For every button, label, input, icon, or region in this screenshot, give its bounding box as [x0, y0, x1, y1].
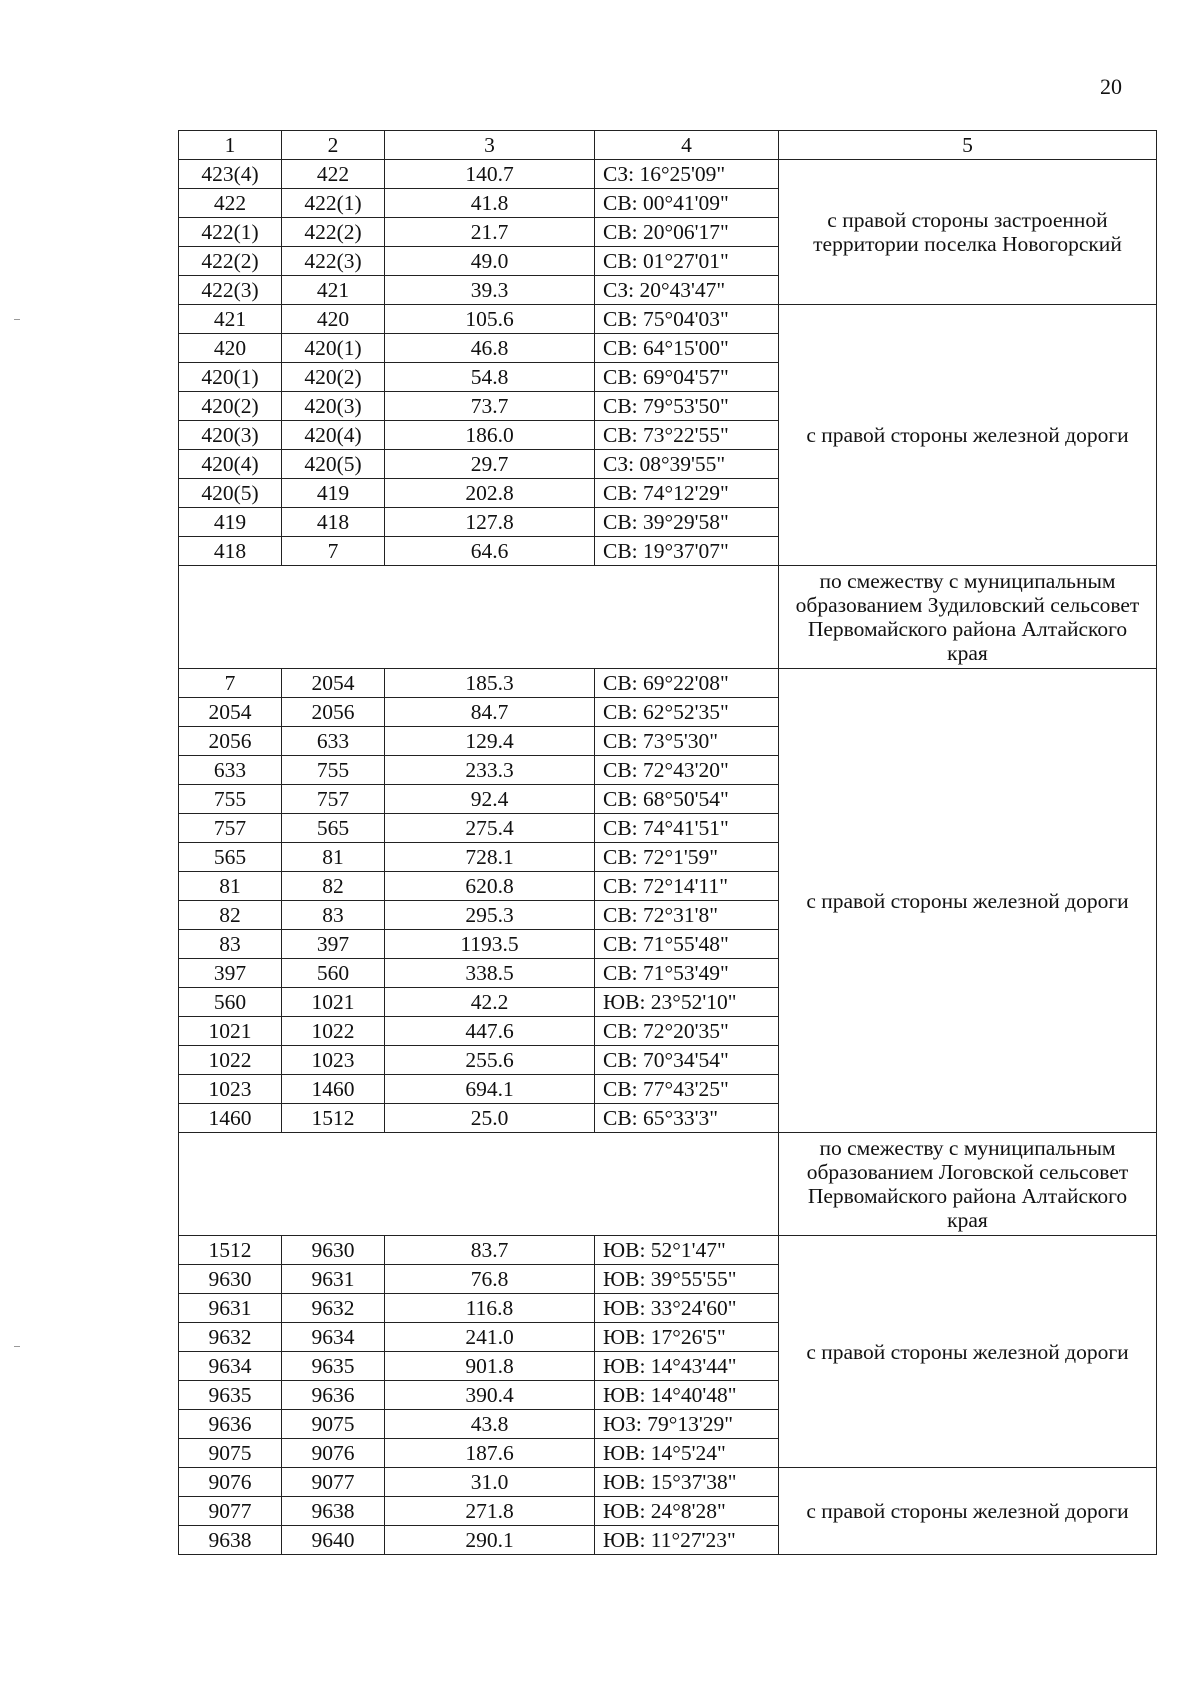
- distance-cell: 21.7: [385, 218, 595, 247]
- direction-cell: СВ: 69°04'57": [595, 363, 779, 392]
- from-point-cell: 422(1): [179, 218, 282, 247]
- from-point-cell: 422(2): [179, 247, 282, 276]
- table-row: [179, 669, 1157, 698]
- to-point-cell: 9638: [282, 1497, 385, 1526]
- direction-cell: ЮВ: 23°52'10": [595, 988, 779, 1017]
- direction-cell: ЮВ: 14°43'44": [595, 1352, 779, 1381]
- direction-cell: СВ: 75°04'03": [595, 305, 779, 334]
- to-point-cell: 9076: [282, 1439, 385, 1468]
- distance-cell: 233.3: [385, 756, 595, 785]
- distance-cell: 620.8: [385, 872, 595, 901]
- direction-cell: ЮВ: 17°26'5": [595, 1323, 779, 1352]
- header-cell: 1: [179, 131, 282, 160]
- distance-cell: 29.7: [385, 450, 595, 479]
- direction-cell: ЮВ: 24°8'28": [595, 1497, 779, 1526]
- distance-cell: 447.6: [385, 1017, 595, 1046]
- distance-cell: 76.8: [385, 1265, 595, 1294]
- from-point-cell: 9634: [179, 1352, 282, 1381]
- to-point-cell: 422(2): [282, 218, 385, 247]
- distance-cell: 390.4: [385, 1381, 595, 1410]
- to-point-cell: 9634: [282, 1323, 385, 1352]
- distance-cell: 901.8: [385, 1352, 595, 1381]
- direction-cell: ЮВ: 15°37'38": [595, 1468, 779, 1497]
- to-point-cell: 83: [282, 901, 385, 930]
- direction-cell: СВ: 73°22'55": [595, 421, 779, 450]
- distance-cell: 42.2: [385, 988, 595, 1017]
- from-point-cell: 1512: [179, 1236, 282, 1265]
- direction-cell: СВ: 79°53'50": [595, 392, 779, 421]
- distance-cell: 105.6: [385, 305, 595, 334]
- to-point-cell: 421: [282, 276, 385, 305]
- distance-cell: 255.6: [385, 1046, 595, 1075]
- distance-cell: 728.1: [385, 843, 595, 872]
- distance-cell: 83.7: [385, 1236, 595, 1265]
- from-point-cell: 420(1): [179, 363, 282, 392]
- from-point-cell: 9636: [179, 1410, 282, 1439]
- distance-cell: 290.1: [385, 1526, 595, 1555]
- distance-cell: 84.7: [385, 698, 595, 727]
- from-point-cell: 81: [179, 872, 282, 901]
- to-point-cell: 420(3): [282, 392, 385, 421]
- from-point-cell: 9077: [179, 1497, 282, 1526]
- to-point-cell: 1022: [282, 1017, 385, 1046]
- to-point-cell: 1021: [282, 988, 385, 1017]
- from-point-cell: 560: [179, 988, 282, 1017]
- direction-cell: СВ: 71°53'49": [595, 959, 779, 988]
- from-point-cell: 420(4): [179, 450, 282, 479]
- distance-cell: 185.3: [385, 669, 595, 698]
- from-point-cell: 9638: [179, 1526, 282, 1555]
- from-point-cell: 83: [179, 930, 282, 959]
- from-point-cell: 420(5): [179, 479, 282, 508]
- from-point-cell: 1021: [179, 1017, 282, 1046]
- distance-cell: 338.5: [385, 959, 595, 988]
- from-point-cell: 1022: [179, 1046, 282, 1075]
- from-point-cell: 2056: [179, 727, 282, 756]
- page-number: 20: [1100, 74, 1122, 99]
- distance-cell: 25.0: [385, 1104, 595, 1133]
- direction-cell: СВ: 72°14'11": [595, 872, 779, 901]
- to-point-cell: 82: [282, 872, 385, 901]
- section-row: [179, 566, 1157, 669]
- from-point-cell: 422: [179, 189, 282, 218]
- distance-cell: 73.7: [385, 392, 595, 421]
- from-point-cell: 420(2): [179, 392, 282, 421]
- to-point-cell: 1512: [282, 1104, 385, 1133]
- from-point-cell: 9631: [179, 1294, 282, 1323]
- direction-cell: СВ: 65°33'3": [595, 1104, 779, 1133]
- header-cell: 2: [282, 131, 385, 160]
- direction-cell: СВ: 69°22'08": [595, 669, 779, 698]
- direction-cell: СВ: 74°41'51": [595, 814, 779, 843]
- direction-cell: ЮВ: 14°40'48": [595, 1381, 779, 1410]
- from-point-cell: 757: [179, 814, 282, 843]
- distance-cell: 41.8: [385, 189, 595, 218]
- distance-cell: 202.8: [385, 479, 595, 508]
- distance-cell: 64.6: [385, 537, 595, 566]
- direction-cell: СВ: 68°50'54": [595, 785, 779, 814]
- to-point-cell: 9631: [282, 1265, 385, 1294]
- direction-cell: СВ: 19°37'07": [595, 537, 779, 566]
- section-row: [179, 1133, 1157, 1236]
- to-point-cell: 9075: [282, 1410, 385, 1439]
- to-point-cell: 420(1): [282, 334, 385, 363]
- to-point-cell: 9636: [282, 1381, 385, 1410]
- to-point-cell: 9077: [282, 1468, 385, 1497]
- from-point-cell: 2054: [179, 698, 282, 727]
- distance-cell: 140.7: [385, 160, 595, 189]
- direction-cell: СВ: 77°43'25": [595, 1075, 779, 1104]
- distance-cell: 116.8: [385, 1294, 595, 1323]
- distance-cell: 49.0: [385, 247, 595, 276]
- blank-cell: [179, 1133, 779, 1236]
- distance-cell: 43.8: [385, 1410, 595, 1439]
- from-point-cell: 82: [179, 901, 282, 930]
- to-point-cell: 397: [282, 930, 385, 959]
- direction-cell: СЗ: 20°43'47": [595, 276, 779, 305]
- to-point-cell: 755: [282, 756, 385, 785]
- from-point-cell: 755: [179, 785, 282, 814]
- to-point-cell: 420: [282, 305, 385, 334]
- table-row: [179, 1468, 1157, 1497]
- from-point-cell: 418: [179, 537, 282, 566]
- direction-cell: СВ: 20°06'17": [595, 218, 779, 247]
- from-point-cell: 9076: [179, 1468, 282, 1497]
- direction-cell: СВ: 00°41'09": [595, 189, 779, 218]
- description-cell: с правой стороны железной дороги: [779, 669, 1157, 1133]
- to-point-cell: 422(1): [282, 189, 385, 218]
- direction-cell: ЮВ: 52°1'47": [595, 1236, 779, 1265]
- direction-cell: СВ: 62°52'35": [595, 698, 779, 727]
- distance-cell: 1193.5: [385, 930, 595, 959]
- to-point-cell: 2054: [282, 669, 385, 698]
- to-point-cell: 81: [282, 843, 385, 872]
- to-point-cell: 418: [282, 508, 385, 537]
- direction-cell: ЮВ: 14°5'24": [595, 1439, 779, 1468]
- to-point-cell: 422(3): [282, 247, 385, 276]
- to-point-cell: 560: [282, 959, 385, 988]
- direction-cell: СВ: 01°27'01": [595, 247, 779, 276]
- description-cell: с правой стороны застроенной территории поселка Новогорский: [779, 160, 1157, 305]
- from-point-cell: 9632: [179, 1323, 282, 1352]
- to-point-cell: 420(5): [282, 450, 385, 479]
- from-point-cell: 7: [179, 669, 282, 698]
- to-point-cell: 419: [282, 479, 385, 508]
- distance-cell: 54.8: [385, 363, 595, 392]
- to-point-cell: 9640: [282, 1526, 385, 1555]
- distance-cell: 129.4: [385, 727, 595, 756]
- to-point-cell: 1460: [282, 1075, 385, 1104]
- direction-cell: СВ: 72°43'20": [595, 756, 779, 785]
- distance-cell: 46.8: [385, 334, 595, 363]
- direction-cell: ЮВ: 33°24'60": [595, 1294, 779, 1323]
- from-point-cell: 420(3): [179, 421, 282, 450]
- table-row: [179, 1236, 1157, 1265]
- from-point-cell: 9630: [179, 1265, 282, 1294]
- from-point-cell: 422(3): [179, 276, 282, 305]
- direction-cell: СЗ: 08°39'55": [595, 450, 779, 479]
- table-row: [179, 305, 1157, 334]
- distance-cell: 275.4: [385, 814, 595, 843]
- header-cell: 4: [595, 131, 779, 160]
- from-point-cell: 9635: [179, 1381, 282, 1410]
- from-point-cell: 9075: [179, 1439, 282, 1468]
- distance-cell: 694.1: [385, 1075, 595, 1104]
- from-point-cell: 565: [179, 843, 282, 872]
- table-row: [179, 160, 1157, 189]
- to-point-cell: 2056: [282, 698, 385, 727]
- distance-cell: 295.3: [385, 901, 595, 930]
- to-point-cell: 1023: [282, 1046, 385, 1075]
- description-cell: с правой стороны железной дороги: [779, 1236, 1157, 1468]
- distance-cell: 127.8: [385, 508, 595, 537]
- to-point-cell: 7: [282, 537, 385, 566]
- section-note: по смежеству с муниципальным образованием Логовской сельсовет Первомайского района Алтайского края: [779, 1133, 1157, 1236]
- to-point-cell: 9632: [282, 1294, 385, 1323]
- to-point-cell: 9630: [282, 1236, 385, 1265]
- section-note: по смежеству с муниципальным образованием Зудиловский сельсовет Первомайского района Алтайского края: [779, 566, 1157, 669]
- to-point-cell: 565: [282, 814, 385, 843]
- distance-cell: 186.0: [385, 421, 595, 450]
- direction-cell: ЮЗ: 79°13'29": [595, 1410, 779, 1439]
- to-point-cell: 420(4): [282, 421, 385, 450]
- direction-cell: СВ: 73°5'30": [595, 727, 779, 756]
- distance-cell: 92.4: [385, 785, 595, 814]
- to-point-cell: 633: [282, 727, 385, 756]
- direction-cell: СЗ: 16°25'09": [595, 160, 779, 189]
- distance-cell: 31.0: [385, 1468, 595, 1497]
- to-point-cell: 9635: [282, 1352, 385, 1381]
- distance-cell: 187.6: [385, 1439, 595, 1468]
- direction-cell: СВ: 39°29'58": [595, 508, 779, 537]
- table-body: [179, 160, 1157, 1555]
- direction-cell: СВ: 71°55'48": [595, 930, 779, 959]
- direction-cell: СВ: 70°34'54": [595, 1046, 779, 1075]
- from-point-cell: 421: [179, 305, 282, 334]
- from-point-cell: 633: [179, 756, 282, 785]
- header-cell: 5: [779, 131, 1157, 160]
- to-point-cell: 757: [282, 785, 385, 814]
- from-point-cell: 423(4): [179, 160, 282, 189]
- margin-mark: [14, 1346, 20, 1347]
- blank-cell: [179, 566, 779, 669]
- description-cell: с правой стороны железной дороги: [779, 305, 1157, 566]
- from-point-cell: 420: [179, 334, 282, 363]
- from-point-cell: 397: [179, 959, 282, 988]
- header-row: [179, 131, 1157, 160]
- direction-cell: СВ: 72°31'8": [595, 901, 779, 930]
- distance-cell: 241.0: [385, 1323, 595, 1352]
- from-point-cell: 1460: [179, 1104, 282, 1133]
- direction-cell: СВ: 74°12'29": [595, 479, 779, 508]
- margin-mark: [14, 319, 20, 320]
- from-point-cell: 1023: [179, 1075, 282, 1104]
- boundary-table: [178, 130, 1157, 1555]
- direction-cell: СВ: 72°20'35": [595, 1017, 779, 1046]
- from-point-cell: 419: [179, 508, 282, 537]
- direction-cell: ЮВ: 11°27'23": [595, 1526, 779, 1555]
- distance-cell: 39.3: [385, 276, 595, 305]
- description-cell: с правой стороны железной дороги: [779, 1468, 1157, 1555]
- to-point-cell: 420(2): [282, 363, 385, 392]
- distance-cell: 271.8: [385, 1497, 595, 1526]
- direction-cell: СВ: 72°1'59": [595, 843, 779, 872]
- to-point-cell: 422: [282, 160, 385, 189]
- direction-cell: СВ: 64°15'00": [595, 334, 779, 363]
- direction-cell: ЮВ: 39°55'55": [595, 1265, 779, 1294]
- header-cell: 3: [385, 131, 595, 160]
